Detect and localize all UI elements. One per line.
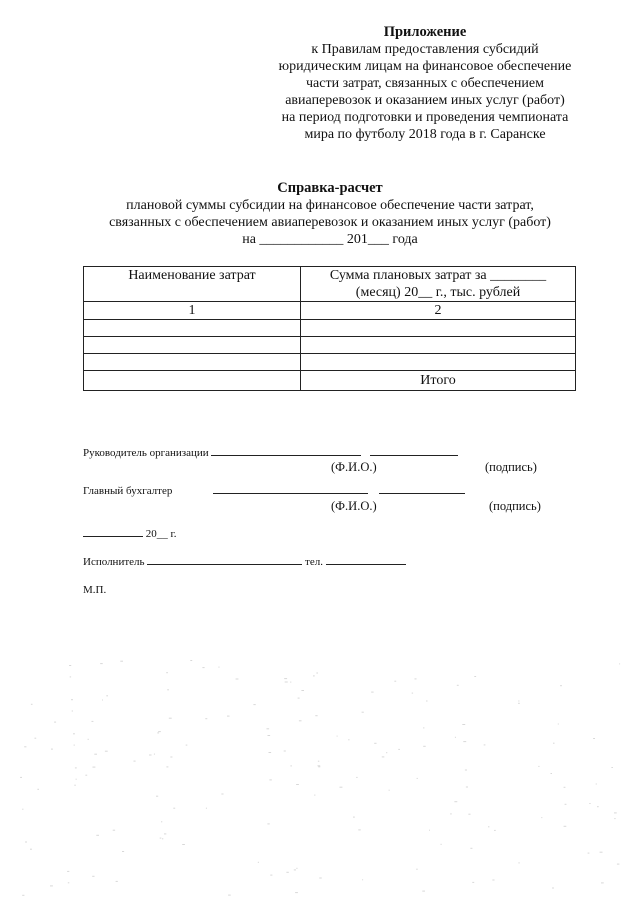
scan-speck	[298, 698, 300, 699]
table-number-row	[84, 302, 576, 320]
scan-speck	[619, 663, 620, 664]
scan-speck	[518, 862, 519, 863]
scan-speck	[161, 821, 162, 822]
scan-speck	[74, 745, 75, 746]
scan-speck	[206, 808, 207, 809]
phone-line[interactable]	[326, 564, 406, 565]
scan-speck	[35, 738, 37, 739]
scan-speck	[182, 844, 185, 845]
head-label: Руководитель организации	[83, 447, 209, 459]
scan-speck	[416, 869, 418, 870]
appendix-line: к Правилам предоставления субсидий	[311, 42, 539, 57]
scan-speck	[318, 766, 320, 767]
scan-speck	[227, 716, 230, 717]
scan-speck	[25, 842, 27, 843]
scan-speck	[76, 779, 77, 780]
total-label: Итого	[301, 371, 576, 391]
scan-speck	[358, 829, 360, 830]
scan-speck	[122, 851, 124, 852]
scan-speck	[93, 767, 96, 768]
scan-speck	[166, 766, 168, 767]
head-signature-row	[83, 447, 458, 460]
scan-speck	[30, 849, 32, 850]
scan-speck	[149, 755, 151, 756]
appendix-title: Приложение	[383, 24, 467, 40]
scan-speck	[160, 838, 162, 839]
scan-speck	[337, 736, 338, 737]
heading-line: связанных с обеспечением авиаперевозок и оказанием иных услуг (работ)	[109, 215, 551, 230]
scan-speck	[295, 892, 298, 893]
scan-speck	[415, 678, 417, 679]
scan-speck	[167, 689, 169, 690]
appendix-line: на период подготовки и проведения чемпионата	[281, 110, 569, 125]
accountant-signature-line[interactable]	[379, 493, 465, 494]
scan-speck	[74, 785, 76, 786]
scan-speck	[75, 767, 77, 768]
scan-speck	[106, 695, 108, 696]
scan-speck	[422, 891, 425, 892]
scan-speck	[267, 823, 269, 824]
scan-speck	[518, 701, 519, 702]
scan-speck	[253, 704, 255, 705]
scan-speck	[601, 882, 604, 883]
scan-speck	[113, 830, 115, 831]
date-line[interactable]	[83, 536, 143, 537]
scan-speck	[301, 690, 304, 691]
scan-speck	[463, 741, 466, 742]
scan-speck	[170, 757, 172, 758]
scan-speck	[285, 682, 288, 683]
scan-speck	[164, 833, 166, 834]
scan-speck	[72, 711, 73, 712]
table-cell[interactable]	[301, 320, 576, 337]
table-cell[interactable]	[301, 354, 576, 371]
date-year: 20__ г.	[145, 528, 177, 540]
scan-speck	[423, 727, 424, 728]
col-number-1: 1	[84, 302, 301, 320]
scan-speck	[268, 735, 271, 736]
scan-speck	[596, 784, 597, 785]
scan-speck	[116, 881, 118, 882]
scan-speck	[267, 728, 270, 729]
scan-speck	[454, 801, 457, 802]
scan-speck	[54, 722, 56, 723]
scan-speck	[319, 878, 321, 879]
scan-speck	[597, 806, 599, 807]
scan-speck	[162, 838, 163, 839]
scan-speck	[340, 787, 343, 788]
scan-speck	[284, 678, 287, 679]
accountant-fio-hint: (Ф.И.О.)	[331, 499, 377, 513]
scan-speck	[318, 765, 321, 766]
scan-speck	[423, 746, 426, 747]
scan-speck	[356, 777, 357, 778]
scan-speck	[67, 871, 69, 872]
scan-speck	[270, 875, 272, 876]
executor-row	[83, 556, 406, 569]
scan-speck	[284, 751, 286, 752]
scan-speck	[441, 844, 442, 845]
col-cost-sum-header-line1: Сумма плановых затрат за ________	[329, 268, 547, 283]
scan-speck	[362, 879, 363, 880]
date-row	[83, 528, 177, 541]
appendix-line: мира по футболу 2018 года в г. Саранске	[304, 127, 546, 142]
scan-speck	[51, 749, 53, 750]
scan-speck	[24, 746, 26, 747]
scan-speck	[68, 882, 70, 883]
scan-speck	[73, 733, 75, 734]
scan-speck	[457, 685, 459, 686]
costs-table	[83, 266, 576, 391]
head-signature-line[interactable]	[370, 455, 458, 456]
scan-speck	[71, 699, 73, 700]
table-row	[84, 337, 576, 354]
scan-speck	[157, 732, 159, 733]
scan-speck	[296, 784, 299, 785]
scan-speck	[398, 749, 400, 750]
scan-speck	[88, 739, 89, 740]
scan-speck	[290, 765, 292, 766]
scan-speck	[588, 853, 590, 854]
scan-speck	[228, 895, 231, 896]
scan-speck	[551, 773, 553, 774]
col-number-2: 2	[301, 302, 576, 320]
phone-label: тел.	[305, 556, 323, 568]
scan-speck	[92, 876, 94, 877]
scan-speck	[94, 754, 97, 755]
table-cell[interactable]	[301, 337, 576, 354]
scan-speck	[299, 720, 302, 721]
scan-speck	[450, 813, 452, 814]
scan-speck	[290, 682, 291, 683]
scan-speck	[221, 794, 223, 795]
scan-speck	[455, 737, 456, 738]
scan-speck	[348, 739, 349, 740]
col-cost-sum-header	[301, 267, 576, 302]
scan-speck	[617, 864, 620, 865]
scan-noise	[0, 660, 640, 905]
table-cell[interactable]	[84, 337, 301, 354]
scan-speck	[394, 681, 396, 682]
head-signature-hint: (подпись)	[485, 460, 537, 474]
scan-speck	[218, 667, 219, 668]
scan-speck	[294, 869, 296, 870]
scan-speck	[166, 672, 168, 673]
scan-speck	[412, 693, 413, 694]
executor-name-line[interactable]	[147, 564, 302, 565]
scan-speck	[382, 756, 385, 757]
scan-speck	[492, 880, 494, 881]
scan-speck	[374, 743, 376, 744]
head-name-line[interactable]	[211, 455, 361, 456]
table-cell[interactable]	[84, 320, 301, 337]
scan-speck	[565, 804, 567, 805]
document-title: Справка-расчет	[277, 180, 383, 196]
scan-speck	[22, 809, 23, 810]
appendix-line: авиаперевозок и оказанием иных услуг (работ)	[285, 93, 565, 108]
appendix-line: части затрат, связанных с обеспечением	[306, 76, 544, 91]
scan-speck	[465, 770, 467, 771]
scan-speck	[85, 775, 87, 776]
scan-speck	[105, 751, 108, 752]
scan-speck	[426, 701, 427, 702]
scan-speck	[429, 830, 430, 831]
scan-speck	[417, 778, 418, 779]
scan-speck	[205, 718, 207, 719]
scan-speck	[386, 752, 387, 753]
table-header-row	[84, 267, 576, 302]
scan-speck	[553, 743, 555, 744]
scan-speck	[474, 676, 476, 677]
scan-speck	[470, 848, 472, 849]
scan-speck	[173, 808, 175, 809]
scan-speck	[518, 703, 520, 704]
scan-speck	[96, 835, 99, 836]
head-fio-hint: (Ф.И.О.)	[331, 460, 377, 474]
scan-speck	[362, 712, 364, 713]
scan-speck	[488, 826, 489, 827]
scan-speck	[371, 692, 373, 693]
table-row	[84, 354, 576, 371]
table-cell[interactable]	[84, 371, 301, 391]
scan-speck	[134, 761, 136, 762]
scan-speck	[70, 676, 71, 677]
scan-speck	[353, 817, 355, 818]
scan-speck	[611, 767, 613, 768]
scan-speck	[156, 796, 158, 797]
stamp-place: М.П.	[83, 584, 107, 596]
scan-speck	[558, 724, 559, 725]
scan-speck	[593, 738, 595, 739]
scan-speck	[31, 704, 33, 705]
scan-speck	[318, 761, 319, 762]
scan-speck	[484, 744, 486, 745]
scan-speck	[468, 814, 470, 815]
scan-speck	[69, 665, 71, 666]
scan-speck	[614, 812, 617, 813]
scan-speck	[296, 868, 297, 869]
scan-speck	[169, 718, 172, 719]
scan-speck	[466, 787, 468, 788]
scan-speck	[102, 700, 103, 701]
scan-speck	[314, 795, 315, 796]
scan-speck	[462, 724, 465, 725]
scan-speck	[258, 862, 259, 863]
heading-line: плановой суммы субсидии на финансовое обеспечение части затрат,	[126, 198, 534, 213]
table-cell[interactable]	[84, 354, 301, 371]
scan-speck	[313, 675, 315, 676]
scan-speck	[564, 787, 566, 788]
col-cost-name-header: Наименование затрат	[84, 267, 301, 302]
scan-speck	[154, 754, 155, 755]
accountant-label: Главный бухгалтер	[83, 485, 173, 497]
scan-speck	[269, 779, 271, 780]
appendix-line: юридическим лицам на финансовое обеспечение	[278, 59, 572, 74]
executor-label: Исполнитель	[83, 556, 145, 568]
scan-speck	[564, 826, 567, 827]
accountant-signature-hint: (подпись)	[489, 499, 541, 513]
scan-speck	[186, 745, 188, 746]
scan-speck	[286, 872, 288, 873]
scan-speck	[315, 715, 317, 716]
scan-speck	[552, 888, 554, 889]
accountant-signature-row	[83, 485, 465, 498]
scan-speck	[589, 803, 590, 804]
scan-speck	[37, 789, 39, 790]
scan-speck	[541, 817, 542, 818]
scan-speck	[614, 818, 615, 819]
scan-speck	[389, 790, 390, 791]
scan-speck	[100, 663, 103, 664]
scan-speck	[236, 679, 239, 680]
scan-speck	[600, 852, 603, 853]
scan-speck	[158, 731, 161, 732]
table-total-row	[84, 371, 576, 391]
scan-speck	[92, 721, 94, 722]
heading-line: на ____________ 201___ года	[242, 232, 418, 247]
scan-speck	[50, 885, 53, 886]
scan-speck	[202, 667, 204, 668]
scan-speck	[316, 673, 318, 674]
scan-speck	[472, 882, 474, 883]
scan-speck	[120, 661, 123, 662]
scan-speck	[269, 752, 272, 753]
document-heading	[60, 180, 600, 248]
scan-speck	[560, 685, 562, 686]
scan-speck	[538, 766, 539, 767]
scan-speck	[20, 777, 22, 778]
scan-speck	[190, 660, 192, 661]
appendix-block	[255, 24, 595, 143]
accountant-name-line[interactable]	[213, 493, 368, 494]
col-cost-sum-header-line2: (месяц) 20__ г., тыс. рублей	[355, 285, 521, 300]
scan-speck	[494, 830, 496, 831]
table-row	[84, 320, 576, 337]
scan-speck	[22, 895, 24, 896]
